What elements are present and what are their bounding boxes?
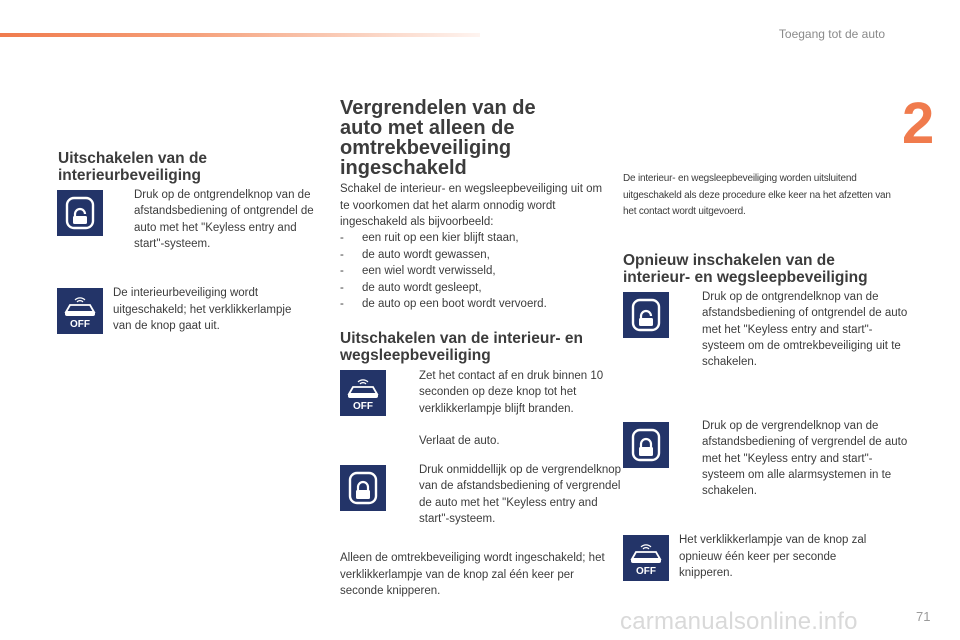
step-text: Druk op de ontgrendelknop van de afstandsbediening of ontgrendel de auto met het "Keyless entry and start"-systeem om de omtrekbeveiliging uit te schakelen. xyxy=(702,291,908,369)
section-heading-lock-perimeter: Vergrendelen van de auto met alleen de omtrekbeveiliging ingeschakeld xyxy=(340,97,536,179)
section-heading-disable-interior-towing: Uitschakelen van de interieur- en wegsleepbeveiliging xyxy=(340,330,583,364)
watermark: carmanualsonline.info xyxy=(620,608,858,635)
step-leave-car xyxy=(398,433,629,449)
car-alarm-off-icon xyxy=(340,370,386,416)
step-text: Zet het contact af en druk binnen 10 seconden op deze knop tot het verklikkerlampje blijft branden. xyxy=(419,370,604,415)
step-lock xyxy=(398,462,629,527)
list-item: - de auto op een boot wordt vervoerd. xyxy=(340,296,605,313)
list-item: - een ruit op een kier blijft staan, xyxy=(340,230,605,247)
section-heading-interior: Uitschakelen van de interieurbeveiliging xyxy=(58,150,208,184)
car-alarm-off-icon xyxy=(623,535,669,581)
list-item: - een wiel wordt verwisseld, xyxy=(340,263,605,280)
note-procedure: De interieur- en wegsleepbeveiliging worden uitsluitend uitgeschakeld als deze procedure elke keer na het afzetten van het contact wordt uitgevoerd. xyxy=(623,173,891,217)
para-intro: Schakel de interieur- en wegsleepbeveiliging uit om te voorkomen dat het alarm onnodig wordt ingeschakeld als bijvoorbeeld: xyxy=(340,183,603,228)
header-accent-bar xyxy=(0,33,480,37)
step-lock-reactivate xyxy=(681,418,912,499)
page-number: 71 xyxy=(916,609,931,624)
situation-list xyxy=(340,230,605,313)
list-item: - de auto wordt gesleept, xyxy=(340,280,605,297)
off-label: OFF xyxy=(353,401,373,412)
para-perimeter-only: Alleen de omtrekbeveiliging wordt ingeschakeld; het verklikkerlampje van de knop zal één keer per seconde knipperen. xyxy=(340,552,605,597)
off-label: OFF xyxy=(70,319,90,330)
car-alarm-off-icon xyxy=(57,288,103,334)
para-blink-again: Het verklikkerlampje van de knop zal opnieuw één keer per seconde knipperen. xyxy=(679,534,867,579)
lock-icon xyxy=(623,422,669,468)
unlock-icon xyxy=(57,190,103,236)
unlock-icon xyxy=(623,292,669,338)
step-unlock-reactivate xyxy=(681,289,912,370)
chapter-number: 2 xyxy=(902,91,935,156)
para-interior-off: De interieurbeveiliging wordt uitgeschakeld; het verklikkerlampje van de knop gaat uit. xyxy=(113,287,292,332)
step-text: Druk op de vergrendelknop van de afstandsbediening of vergrendel de auto met het "Keyless entry and start"-systeem om alle alarmsystemen in te schakelen. xyxy=(702,420,908,498)
lock-icon xyxy=(340,465,386,511)
off-label: OFF xyxy=(636,566,656,577)
step-text: Druk op de ontgrendelknop van de afstandsbediening of ontgrendel de auto met het "Keyless entry and start"-systeem. xyxy=(134,189,314,250)
step-ignition-off xyxy=(398,368,629,417)
chapter-title: Toegang tot de auto xyxy=(778,27,885,41)
step-text: Verlaat de auto. xyxy=(419,435,500,447)
step-unlock xyxy=(113,187,319,252)
section-heading-reactivate: Opnieuw inschakelen van de interieur- en wegsleepbeveiliging xyxy=(623,252,868,286)
list-item: - de auto wordt gewassen, xyxy=(340,247,605,264)
step-text: Druk onmiddellijk op de vergrendelknop van de afstandsbediening of vergrendel de auto met het "Keyless entry and start"-systeem. xyxy=(419,464,622,525)
